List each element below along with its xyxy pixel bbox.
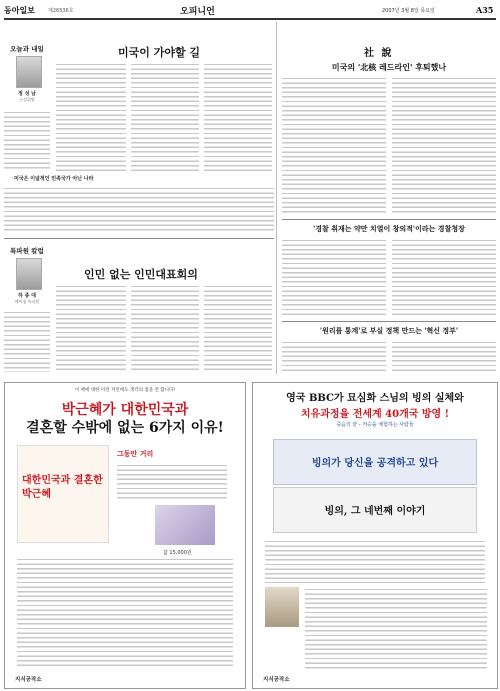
correspondent-role: 베이징 특파원 — [14, 299, 40, 304]
special-kicker: 특파원 칼럼 — [10, 247, 44, 255]
divider-v1 — [276, 22, 277, 374]
ad-left[interactable] — [4, 382, 246, 689]
author-role: 논설위원 — [19, 97, 35, 102]
ad-right-title-2: 치유과정을 전세계 40개국 방영 ! — [300, 409, 450, 420]
ad-right-subtitle: 죽음의 끝 - 저승을 체험하는 사람들 — [336, 422, 414, 428]
special-column — [4, 240, 274, 374]
page-number: A35 — [476, 5, 494, 15]
masthead-rule — [4, 18, 496, 20]
ad-left-copy — [117, 463, 227, 501]
ad-left-price: 값 15,000원 — [163, 550, 192, 556]
column-body-e — [4, 186, 274, 234]
column-kicker: 오늘과 내일 — [10, 45, 44, 53]
section-name: 오피니언 — [180, 7, 215, 17]
ad-left-title-1: 박근혜가 대한민국과 — [61, 402, 189, 418]
paper-name: 동아일보 — [4, 5, 35, 15]
ad-left-publisher: 지식공작소 — [15, 677, 42, 683]
column-body-a — [4, 110, 50, 170]
ad-right-publisher: 지식공작소 — [263, 677, 290, 683]
masthead — [0, 0, 500, 18]
ad-right-title-1: 영국 BBC가 묘심화 스님의 빙의 실체와 — [286, 393, 464, 404]
correspondent-name: 하 종 대 — [18, 293, 36, 299]
editorial-tag: 社 說 — [364, 48, 394, 59]
special-body-a — [4, 310, 50, 372]
editorial-headline-1: 미국의 '北核 레드라인' 후퇴했나 — [331, 62, 447, 72]
column-subhead-box — [4, 174, 274, 184]
editorial-headline-3: '원리를 통계'로 부실 정책 만드는 '혁신 정부' — [319, 326, 459, 335]
column-today — [4, 22, 50, 174]
editorial-body-1b — [392, 76, 496, 216]
ad-right[interactable] — [252, 382, 498, 689]
correspondent-photo — [16, 258, 42, 290]
editorial-headline-2: '경찰 취재는 약만 치열이 창의적'이라는 경찰청장 — [313, 224, 465, 233]
author-photo — [16, 56, 42, 88]
ad-left-title-2: 결혼할 수밖에 없는 6가지 이유! — [26, 420, 224, 436]
column-headline: 미국이 가야할 길 — [118, 46, 201, 59]
special-body-b — [56, 284, 126, 372]
ad-right-book-title-2: 빙의, 그 네번째 이야기 — [324, 506, 426, 517]
special-rule — [4, 238, 274, 239]
ad-left-book-cover — [17, 445, 109, 543]
editorial-body-2a — [282, 238, 386, 318]
ad-left-book-title: 대한민국과 결혼한 박근혜 — [22, 475, 103, 500]
ad-left-book-photo — [155, 505, 215, 545]
ad-right-photo — [265, 587, 299, 627]
editorial-body-3a — [282, 340, 386, 374]
column-body-d — [204, 62, 272, 174]
column-subhead: 미국은 이념적인 민족국가 아닌 나라 — [14, 176, 94, 182]
editorial-body-1a — [282, 76, 386, 216]
editorial-rule-1 — [282, 219, 496, 220]
column-body-b — [56, 62, 126, 174]
editorial-body-2b — [392, 238, 496, 318]
issue-number: 제26536호 — [48, 8, 74, 14]
ad-right-book-2 — [273, 487, 477, 533]
ad-right-book-1 — [273, 439, 477, 485]
ad-right-book-title: 빙의가 당신을 공격하고 있다 — [311, 458, 439, 469]
ad-right-copy — [265, 539, 485, 583]
special-body-d — [204, 284, 272, 372]
editorial-rule-2 — [282, 321, 496, 322]
special-body-c — [131, 284, 199, 372]
ad-right-body — [305, 587, 487, 669]
special-headline: 인민 없는 인민대표회의 — [84, 268, 198, 281]
editorial-body-3b — [392, 340, 496, 374]
ad-left-stamp: 그동안 거리 — [117, 450, 154, 458]
author-name: 정 성 남 — [18, 91, 36, 97]
ad-left-intro: 이 책에 대한 이런 저런에도 생각의 점을 전 합니다! — [74, 388, 176, 393]
date-line: 2007년 3월 8일 목요일 — [382, 8, 435, 14]
column-body-c — [131, 62, 199, 174]
ad-left-body — [17, 557, 233, 667]
